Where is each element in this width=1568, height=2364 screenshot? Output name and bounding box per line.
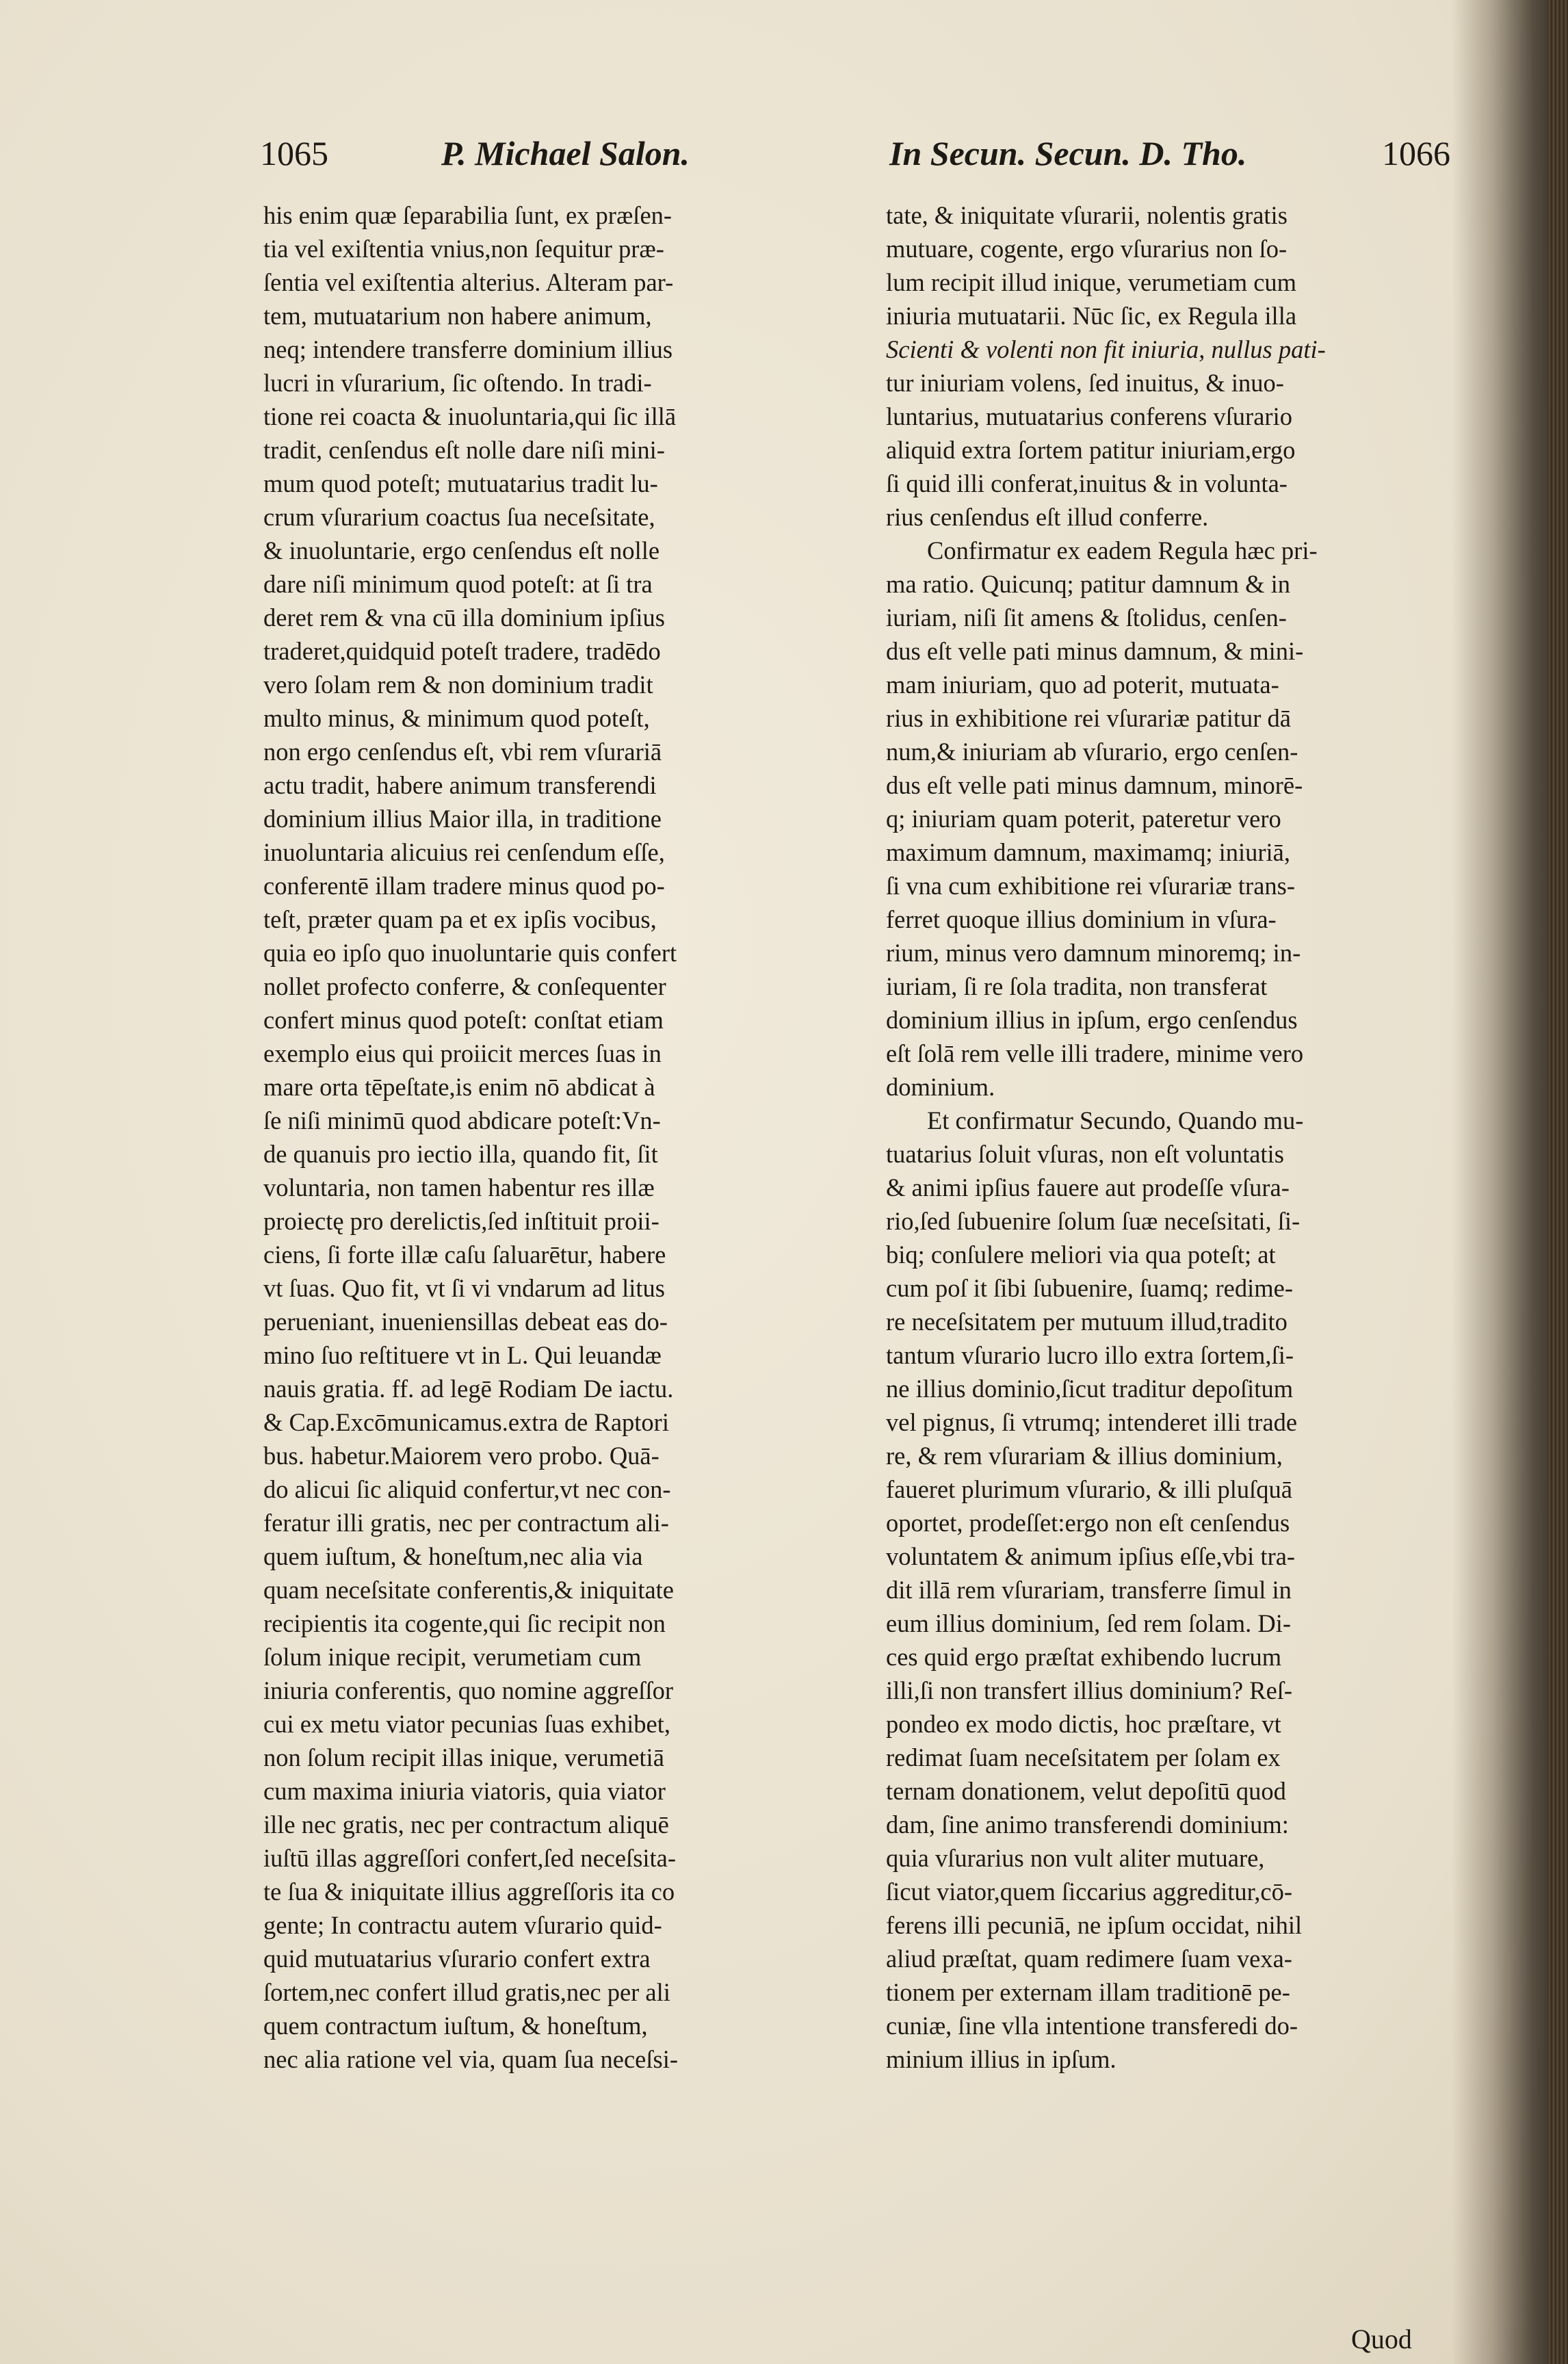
text-line: dominium illius in ipſum, ergo cenſendus: [886, 1006, 1298, 1034]
text-line: ille nec gratis, nec per contractum aliquē: [263, 1810, 669, 1839]
page-edge: [1547, 0, 1568, 2364]
text-line: quia eo ipſo quo inuoluntarie quis confert: [263, 939, 677, 967]
text-line: ferens illi pecuniā, ne ipſum occidat, nihil: [886, 1911, 1303, 1939]
text-line: lum recipit illud inique, verumetiam cum: [886, 268, 1297, 296]
text-line: perueniant, inueniensillas debeat eas do-: [263, 1308, 668, 1336]
text-line: aliud præſtat, quam redimere ſuam vexa-: [886, 1945, 1292, 1973]
text-line: & inuoluntarie, ergo cenſendus eſt nolle: [263, 536, 660, 564]
text-line: dus eſt velle pati minus damnum, & mini-: [886, 637, 1304, 665]
text-line: mam iniuriam, quo ad poterit, mutuata-: [886, 671, 1279, 699]
text-line: ſicut viator,quem ſiccarius aggreditur,cō-: [886, 1878, 1293, 1906]
text-line: te ſua & iniquitate illius aggreſſoris ita co: [263, 1878, 675, 1906]
text-line: dare niſi minimum quod poteſt: at ſi tra: [263, 570, 653, 598]
text-line: tionem per externam illam traditionē pe-: [886, 1978, 1290, 2006]
text-line: ciens, ſi forte illæ caſu ſaluarētur, habere: [263, 1241, 666, 1269]
text-line: iuriam, niſi ſit amens & ſtolidus, cenſen-: [886, 603, 1287, 632]
text-line: luntarius, mutuatarius conferens vſurario: [886, 402, 1292, 430]
text-line: oportet, prodeſſet:ergo non eſt cenſendus: [886, 1509, 1290, 1537]
text-line: rium, minus vero damnum minoremq; in-: [886, 939, 1301, 967]
text-line: his enim quæ ſeparabilia ſunt, ex præſen-: [263, 201, 672, 229]
text-line: aliquid extra ſortem patitur iniuriam,ergo: [886, 436, 1296, 464]
text-line: ces quid ergo præſtat exhibendo lucrum: [886, 1643, 1282, 1671]
text-line: tur iniuriam volens, ſed inuitus, & inuo-: [886, 369, 1284, 397]
text-line: dam, ſine animo transferendi dominium:: [886, 1810, 1289, 1839]
text-line: rio,ſed ſubuenire ſolum ſuæ neceſsitati, ſi-: [886, 1207, 1301, 1235]
text-line: ferret quoque illius dominium in vſura-: [886, 905, 1277, 933]
text-line: q; iniuriam quam poterit, pateretur vero: [886, 805, 1281, 833]
text-line: non ergo cenſendus eſt, vbi rem vſurariā: [263, 738, 662, 766]
text-line: ſentia vel exiſtentia alterius. Alteram par-: [263, 268, 674, 296]
text-line: iniuria conferentis, quo nomine aggreſſor: [263, 1676, 674, 1704]
running-title-right: In Secun. Secun. D. Tho.: [889, 134, 1247, 172]
text-line: lucri in vſurarium, ſic oſtendo. In tradi-: [263, 369, 652, 397]
text-line: rius in exhibitione rei vſurariæ patitur dā: [886, 704, 1291, 732]
text-line: recipientis ita cogente,qui ſic recipit non: [263, 1609, 666, 1637]
running-title-left: P. Michael Salon.: [441, 134, 690, 172]
text-line: re neceſsitatem per mutuum illud,tradito: [886, 1308, 1288, 1336]
text-line: quia vſurarius non vult aliter mutuare,: [886, 1844, 1265, 1872]
text-line: num,& iniuriam ab vſurario, ergo cenſen-: [886, 738, 1298, 766]
text-line: nauis gratia. ff. ad legē Rodiam De iactu.: [263, 1375, 674, 1403]
text-line: iniuria mutuatarii. Nūc ſic, ex Regula illa: [886, 302, 1297, 330]
running-header: [260, 133, 1450, 181]
text-line: pondeo ex modo dictis, hoc præſtare, vt: [886, 1710, 1281, 1738]
text-line: Confirmatur ex eadem Regula hæc pri-: [927, 536, 1318, 564]
text-line: ma ratio. Quicunq; patitur damnum & in: [886, 570, 1290, 598]
text-line: maximum damnum, maximamq; iniuriā,: [886, 838, 1291, 866]
text-line: eſt ſolā rem velle illi tradere, minime vero: [886, 1039, 1304, 1067]
text-line: mutuare, cogente, ergo vſurarius non ſo-: [886, 235, 1288, 263]
text-line: traderet,quidquid poteſt tradere, tradēdo: [263, 637, 661, 665]
text-line: ſi quid illi conferat,inuitus & in volunta-: [886, 469, 1288, 497]
text-line: redimat ſuam neceſsitatem per ſolam ex: [886, 1743, 1281, 1771]
text-line: crum vſurarium coactus ſua neceſsitate,: [263, 503, 655, 531]
text-line: biq; conſulere meliori via qua poteſt; at: [886, 1241, 1276, 1269]
text-line: Et confirmatur Secundo, Quando mu-: [927, 1106, 1304, 1134]
text-line: ſortem,nec confert illud gratis,nec per ali: [263, 1978, 670, 2006]
page-number-right: 1066: [1382, 134, 1450, 172]
text-line: exemplo eius qui proiicit merces ſuas in: [263, 1039, 662, 1067]
text-line: cum maxima iniuria viatoris, quia viator: [263, 1777, 666, 1805]
text-line: nec alia ratione vel via, quam ſua neceſsi-: [263, 2045, 679, 2073]
text-line: quem contractum iuſtum, & honeſtum,: [263, 2012, 648, 2040]
text-line: & Cap.Excōmunicamus.extra de Raptori: [263, 1408, 669, 1436]
text-line: nollet profecto conferre, & conſequenter: [263, 972, 666, 1000]
text-line: ternam donationem, velut depoſitū quod: [886, 1777, 1286, 1805]
text-line: ne illius dominio,ſicut traditur depoſitum: [886, 1375, 1294, 1403]
text-line: quid mutuatarius vſurario confert extra: [263, 1945, 651, 1973]
text-line: tuatarius ſoluit vſuras, non eſt voluntatis: [886, 1140, 1284, 1168]
text-line: & animi ipſius fauere aut prodeſſe vſura-: [886, 1173, 1290, 1202]
text-line: vt ſuas. Quo fit, vt ſi vi vndarum ad litus: [263, 1274, 665, 1302]
text-line: deret rem & vna cū illa dominium ipſius: [263, 603, 665, 632]
text-line: iuriam, ſi re ſola tradita, non transferat: [886, 972, 1268, 1000]
text-line: rius cenſendus eſt illud conferre.: [886, 503, 1209, 531]
page-number-left: 1065: [260, 134, 328, 172]
text-line: mino ſuo reſtituere vt in L. Qui leuandæ: [263, 1341, 662, 1369]
text-line: iuſtū illas aggreſſori confert,ſed neceſsita-: [263, 1844, 677, 1872]
text-line: ſolum inique recipit, verumetiam cum: [263, 1643, 642, 1671]
text-line: actu tradit, habere animum transferendi: [263, 771, 657, 799]
text-line: tia vel exiſtentia vnius,non ſequitur præ-: [263, 235, 664, 263]
text-line: conferentē illam tradere minus quod po-: [263, 872, 665, 900]
text-line: quem iuſtum, & honeſtum,nec alia via: [263, 1542, 643, 1570]
text-line: voluntatem & animum ipſius eſſe,vbi tra-: [886, 1542, 1296, 1570]
text-column-right: [886, 198, 1461, 2076]
text-line: ſe niſi minimū quod abdicare poteſt:Vn-: [263, 1106, 661, 1134]
text-line: feratur illi gratis, nec per contractum ali-: [263, 1509, 669, 1537]
text-line: dominium illius Maior illa, in traditione: [263, 805, 662, 833]
text-line: dus eſt velle pati minus damnum, minorē-: [886, 771, 1303, 799]
text-line: quam neceſsitate conferentis,& iniquitate: [263, 1576, 675, 1604]
text-line: tem, mutuatarium non habere animum,: [263, 302, 652, 330]
text-line: multo minus, & minimum quod poteſt,: [263, 704, 650, 732]
text-line: cuniæ, ſine vlla intentione transferedi do-: [886, 2012, 1298, 2040]
text-line: confert minus quod poteſt: conſtat etiam: [263, 1006, 664, 1034]
text-line: ſi vna cum exhibitione rei vſurariæ trans-: [886, 872, 1296, 900]
text-line: vel pignus, ſi vtrumq; intenderet illi trade: [886, 1408, 1298, 1436]
text-line: Scienti & volenti non fit iniuria, nullus pati-: [886, 335, 1326, 363]
catchword: Quod: [1351, 2324, 1412, 2354]
text-line: tantum vſurario lucro illo extra ſortem,ſi-: [886, 1341, 1294, 1369]
text-line: voluntaria, non tamen habentur res illæ: [263, 1173, 655, 1202]
text-line: mum quod poteſt; mutuatarius tradit lu-: [263, 469, 658, 497]
text-line: gente; In contractu autem vſurario quid-: [263, 1911, 662, 1939]
text-line: illi,ſi non transfert illius dominium? Reſ-: [886, 1676, 1293, 1704]
text-line: vero ſolam rem & non dominium tradit: [263, 671, 653, 699]
text-line: re, & rem vſurariam & illius dominium,: [886, 1442, 1283, 1470]
text-line: dominium.: [886, 1073, 995, 1101]
text-line: neq; intendere transferre dominium illius: [263, 335, 673, 363]
text-line: bus. habetur.Maiorem vero probo. Quā-: [263, 1442, 659, 1470]
text-line: teſt, præter quam pa et ex ipſis vocibus,: [263, 905, 657, 933]
text-line: de quanuis pro iectio illa, quando fit, ſit: [263, 1140, 658, 1168]
text-line: minium illius in ipſum.: [886, 2045, 1116, 2073]
text-column-left: [263, 198, 818, 2076]
text-line: mare orta tēpeſtate,is enim nō abdicat à: [263, 1073, 655, 1101]
text-line: inuoluntaria alicuius rei cenſendum eſſe,: [263, 838, 665, 866]
text-line: tione rei coacta & inuoluntaria,qui ſic illā: [263, 402, 677, 430]
text-line: do alicui ſic aliquid confertur,vt nec con-: [263, 1475, 671, 1503]
text-line: dit illā rem vſurariam, transferre ſimul in: [886, 1576, 1292, 1604]
text-line: non ſolum recipit illas inique, verumetiā: [263, 1743, 664, 1771]
text-line: tradit, cenſendus eſt nolle dare niſi mini-: [263, 436, 665, 464]
text-line: proiectę pro derelictis,ſed inſtituit proii-: [263, 1207, 659, 1235]
text-line: tate, & iniquitate vſurarii, nolentis gratis: [886, 201, 1288, 229]
text-line: eum illius dominium, ſed rem ſolam. Di-: [886, 1609, 1292, 1637]
text-line: cum poſ it ſibi ſubuenire, ſuamq; redime-: [886, 1274, 1294, 1302]
text-line: cui ex metu viator pecunias ſuas exhibet,: [263, 1710, 670, 1738]
text-line: faueret plurimum vſurario, & illi pluſquā: [886, 1475, 1292, 1503]
